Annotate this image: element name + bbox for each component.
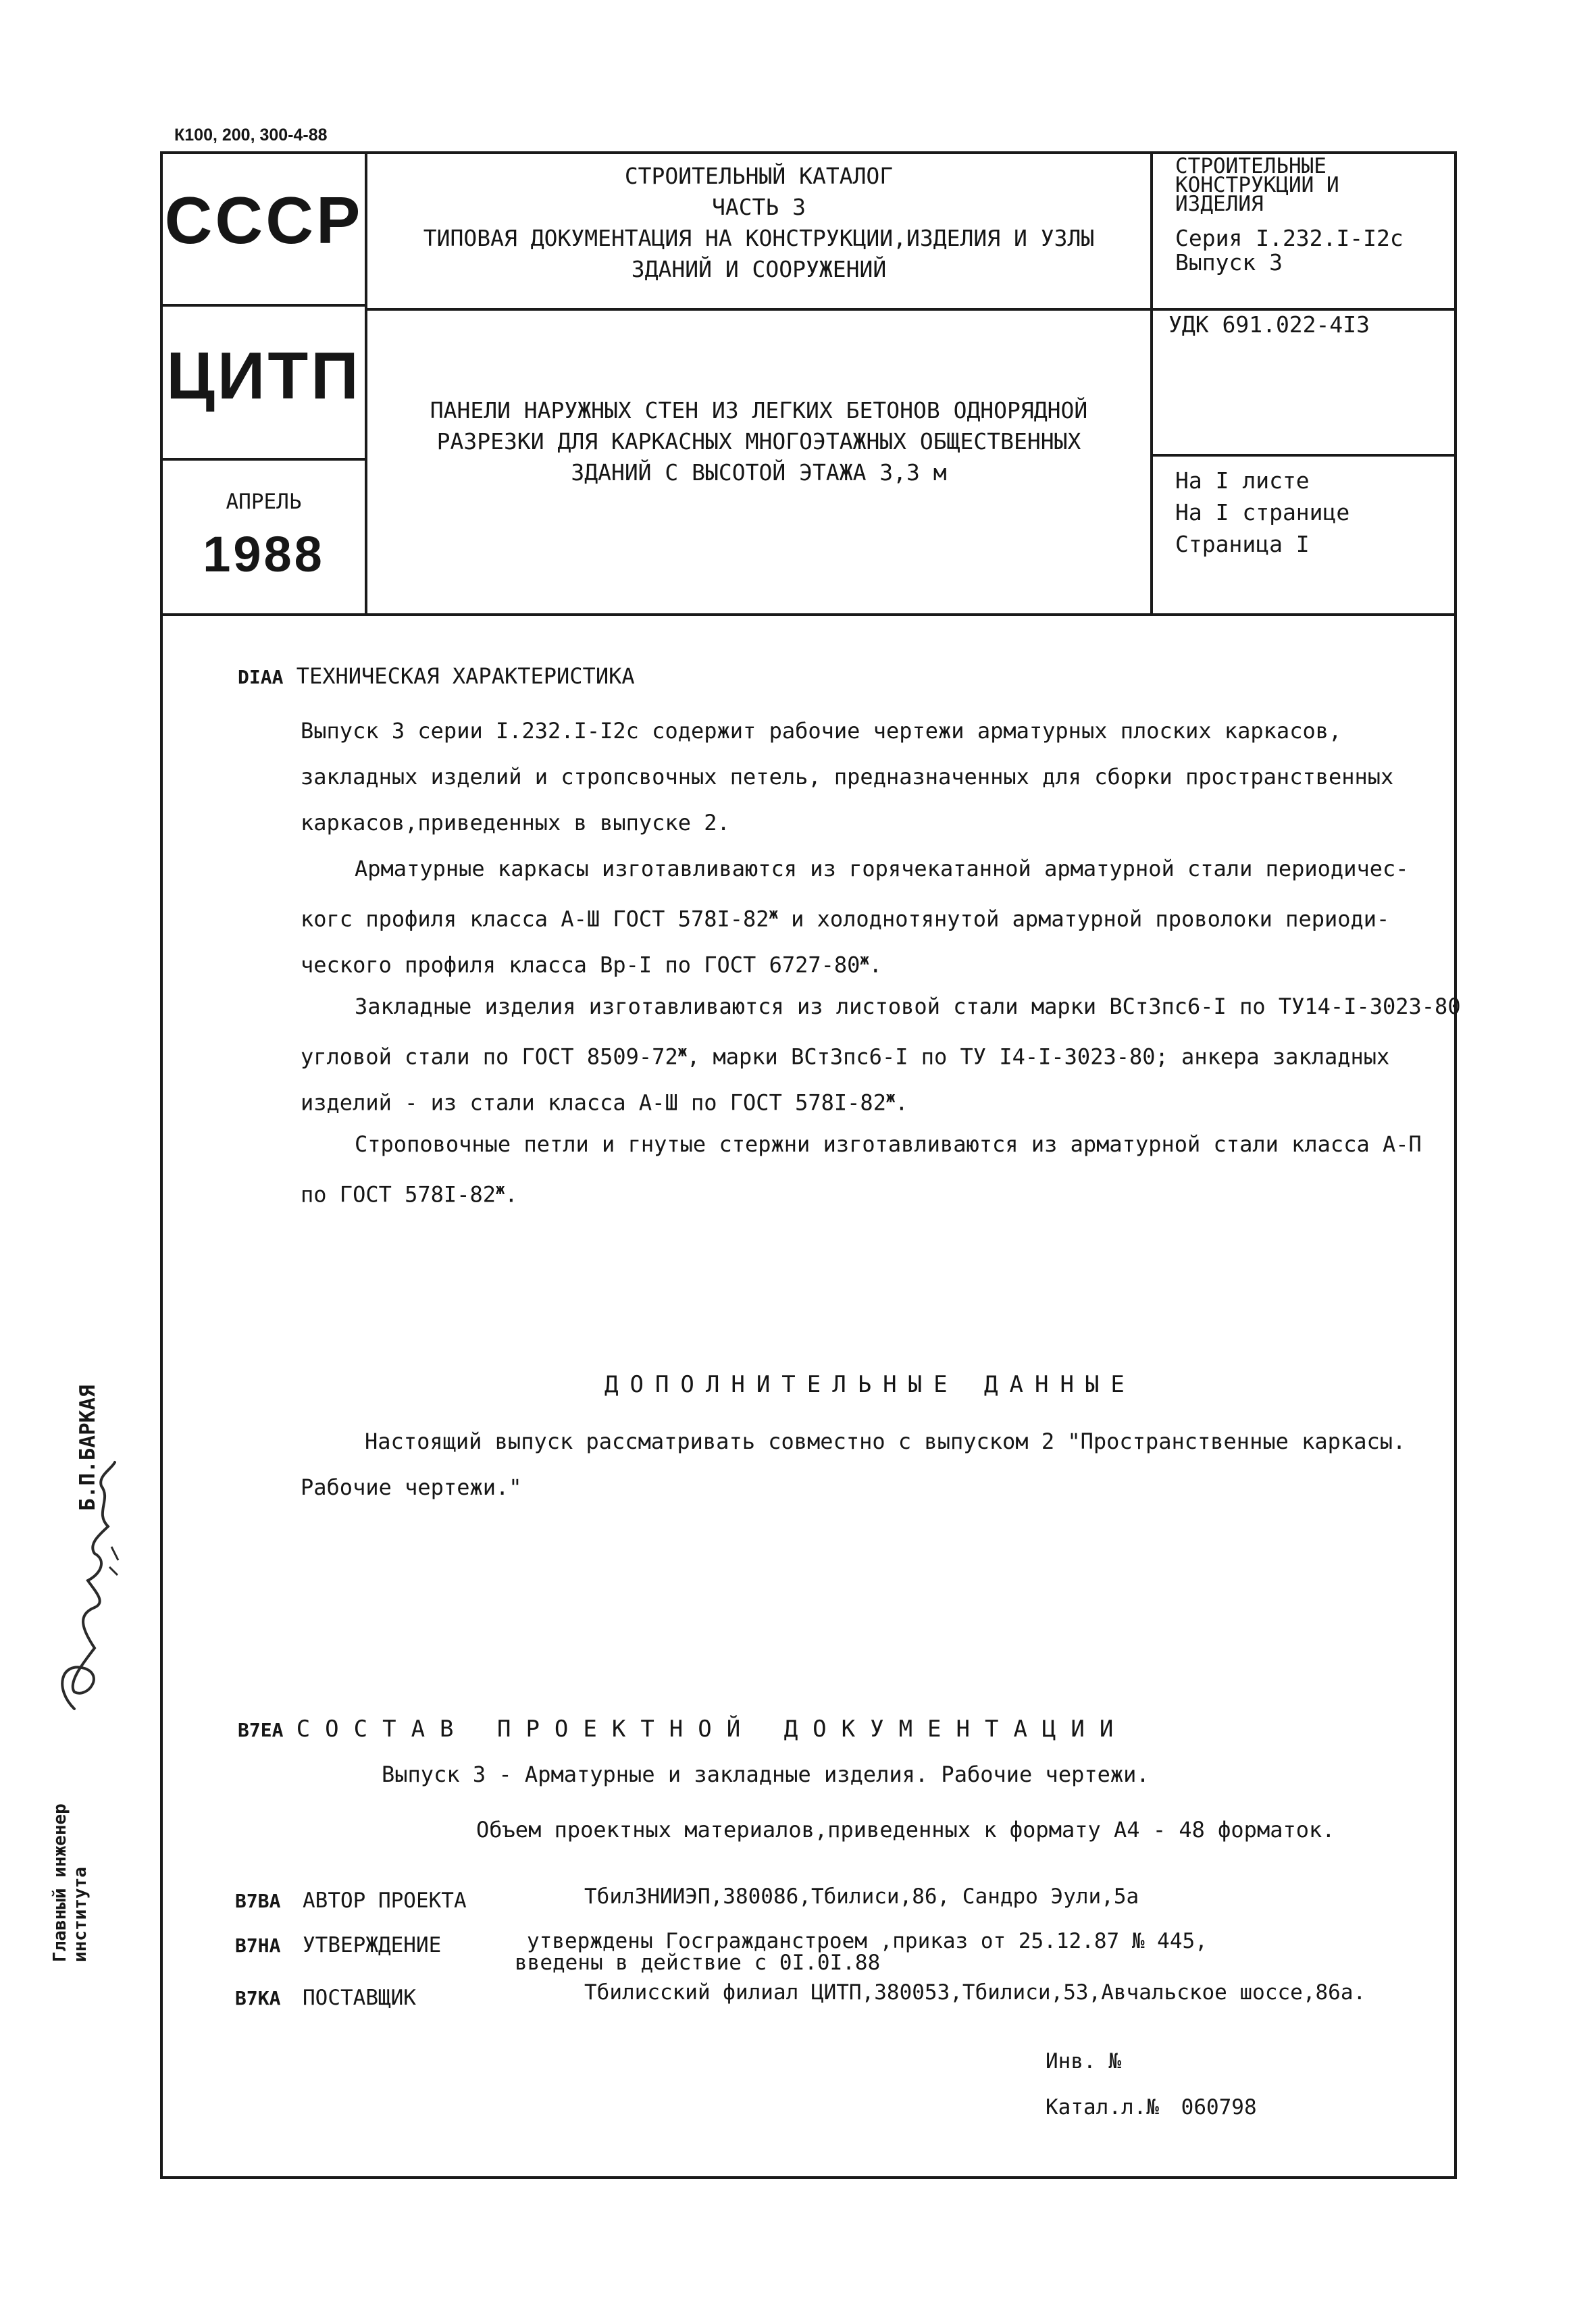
catalog-title: СТРОИТЕЛЬНЫЙ КАТАЛОГ: [624, 163, 894, 189]
issue-year: 1988: [203, 526, 325, 582]
star-mark: ж: [885, 1089, 896, 1106]
row-author-value: ТбилЗНИИЭП,380086,Тбилиси,86, Сандро Эули,5а: [584, 1884, 1139, 1909]
catalog-desc-1: ТИПОВАЯ ДОКУМЕНТАЦИЯ НА КОНСТРУКЦИИ,ИЗДЕЛИЯ И УЗЛЫ: [423, 225, 1095, 251]
series-block: [1175, 226, 1404, 275]
row-label: АВТОР ПРОЕКТА: [303, 1888, 467, 1913]
signer-name: Б.П.БАРКАЯ: [76, 1385, 100, 1511]
row-code: В7КА: [235, 1987, 281, 2009]
approval-line-2: введены в действие с 0I.0I.88: [515, 1951, 881, 1975]
text: .: [505, 1181, 518, 1208]
composition-code: В7ЕА: [238, 1719, 284, 1741]
text: угловой стали по ГОСТ 8509-72: [301, 1044, 678, 1070]
catalog-header: [367, 161, 1150, 285]
tech-p2-l2: [301, 892, 1389, 942]
doc-title-line-3: ЗДАНИЙ С ВЫСОТОЙ ЭТАЖА 3,3 м: [571, 459, 947, 486]
composition-heading-text: СОСТАВ ПРОЕКТНОЙ ДОКУМЕНТАЦИИ: [296, 1716, 1129, 1743]
row-approval-value: [515, 1929, 1208, 1975]
text: .: [869, 952, 882, 978]
section-line-2: КОНСТРУКЦИИ И: [1175, 173, 1339, 197]
catalog-desc-2: ЗДАНИЙ И СООРУЖЕНИЙ: [631, 256, 887, 282]
sheet-count: На I листе: [1175, 467, 1310, 494]
doc-title-line-2: РАЗРЕЗКИ ДЛЯ КАРКАСНЫХ МНОГОЭТАЖНЫХ ОБЩЕСТВЕННЫХ: [436, 428, 1081, 455]
text: и холоднотянутой арматурной проволоки периоди-: [777, 906, 1390, 932]
extra-heading: ДОПОЛНИТЕЛЬНЫЕ ДАННЫЕ: [604, 1371, 1136, 1398]
extra-line-1: Настоящий выпуск рассматривать совместно с выпуском 2 "Пространственные каркасы.: [365, 1429, 1406, 1454]
row-label: ПОСТАВЩИК: [303, 1986, 416, 2010]
tech-heading-text: ТЕХНИЧЕСКАЯ ХАРАКТЕРИСТИКА: [296, 663, 635, 689]
tech-p3-l1: Закладные изделия изготавливаются из листовой стали марки ВСт3пс6-I по ТУ14-I-3023-80: [355, 994, 1461, 1019]
row-label: УТВЕРЖДЕНИЕ: [303, 1933, 442, 1957]
catalog-sheet: [1046, 2095, 1257, 2119]
tech-p3-l2: [301, 1029, 1389, 1080]
role-line-2: института: [70, 1867, 91, 1962]
section-line-1: СТРОИТЕЛЬНЫЕ: [1175, 154, 1327, 178]
row-author: [235, 1888, 467, 1913]
star-mark: ж: [495, 1181, 505, 1198]
page-count: На I странице: [1175, 499, 1350, 525]
section-line-3: ИЗДЕЛИЯ: [1175, 192, 1264, 216]
tech-p4-l1: Строповочные петли и гнутые стержни изготавливаются из арматурной стали класса А-П: [355, 1131, 1422, 1157]
org-label: ЦИТП: [166, 338, 361, 413]
star-mark: ж: [769, 906, 778, 923]
grid-line: [1152, 454, 1457, 457]
issue-month: АПРЕЛЬ: [226, 490, 302, 514]
sheet-info: [1175, 465, 1349, 560]
tech-p2-l3: [301, 937, 882, 988]
row-supplier: [235, 1986, 416, 2010]
catalog-sheet-label: Катал.л.№: [1046, 2095, 1159, 2119]
role-line-1: Главный инженер: [50, 1803, 70, 1962]
grid-line: [160, 304, 367, 307]
section-block: [1175, 154, 1339, 216]
text: когс профиля класса А-Ш ГОСТ 578I-82: [301, 906, 769, 932]
star-mark: ж: [677, 1044, 687, 1060]
role-block: [50, 1739, 91, 1962]
grid-line: [160, 458, 367, 461]
catalog-sheet-number: 060798: [1181, 2095, 1257, 2119]
tech-code: DIАА: [238, 666, 284, 688]
signature-mark: [47, 1459, 122, 1716]
text: .: [895, 1089, 908, 1116]
text: , марки ВСт3пс6-I по ТУ I4-I-3023-80; анкера закладных: [686, 1044, 1390, 1070]
row-code: В7НА: [235, 1934, 281, 1957]
composition-heading: [238, 1716, 1128, 1743]
document-code: К100, 200, 300-4-88: [174, 126, 328, 145]
tech-p1-l1: Выпуск 3 серии I.232.I-I2с содержит рабочие чертежи арматурных плоских каркасов,: [301, 718, 1342, 744]
tech-p2-l1: Арматурные каркасы изготавливаются из горячекатанной арматурной стали периодичес-: [355, 856, 1409, 881]
tech-p3-l3: [301, 1075, 908, 1126]
star-mark: ж: [860, 952, 869, 969]
grid-line: [160, 613, 1457, 616]
tech-p1-l2: закладных изделий и стропсвочных петель, предназначенных для сборки пространственных: [301, 764, 1394, 790]
tech-p1-l3: каркасов,приведенных в выпуске 2.: [301, 810, 730, 835]
series-number: Серия I.232.I-I2с: [1175, 225, 1404, 251]
text: по ГОСТ 578I-82: [301, 1181, 496, 1208]
udk-code: УДК 691.022-4I3: [1168, 311, 1370, 338]
page-number: Страница I: [1175, 531, 1310, 557]
doc-title-line-1: ПАНЕЛИ НАРУЖНЫХ СТЕН ИЗ ЛЕГКИХ БЕТОНОВ ОДНОРЯДНОЙ: [430, 397, 1088, 423]
extra-line-2: Рабочие чертежи.": [301, 1474, 522, 1500]
approval-line-1: утверждены Госгражданстроем ,приказ от 25.12.87 № 445,: [527, 1929, 1208, 1953]
tech-p4-l2: [301, 1167, 518, 1218]
composition-line-1: Выпуск 3 - Арматурные и закладные изделия. Рабочие чертежи.: [382, 1762, 1150, 1787]
grid-line: [1150, 151, 1153, 616]
composition-line-2: Объем проектных материалов,приведенных к формату А4 - 48 форматок.: [476, 1817, 1335, 1843]
issue-number: Выпуск 3: [1175, 249, 1283, 276]
text: изделий - из стали класса А-Ш по ГОСТ 578I-82: [301, 1089, 886, 1116]
inventory-label: Инв. №: [1046, 2049, 1121, 2074]
row-supplier-value: Тбилисский филиал ЦИТП,380053,Тбилиси,53,Авчальское шоссе,86а.: [584, 1980, 1366, 2005]
tech-heading: [238, 663, 635, 689]
row-approval: [235, 1933, 441, 1957]
catalog-part: ЧАСТЬ 3: [711, 194, 806, 220]
country-label: СССР: [164, 183, 363, 257]
row-code: В7ВА: [235, 1890, 281, 1912]
text: ческого профиля класса Вр-I по ГОСТ 6727-80: [301, 952, 860, 978]
document-title: [367, 395, 1150, 488]
